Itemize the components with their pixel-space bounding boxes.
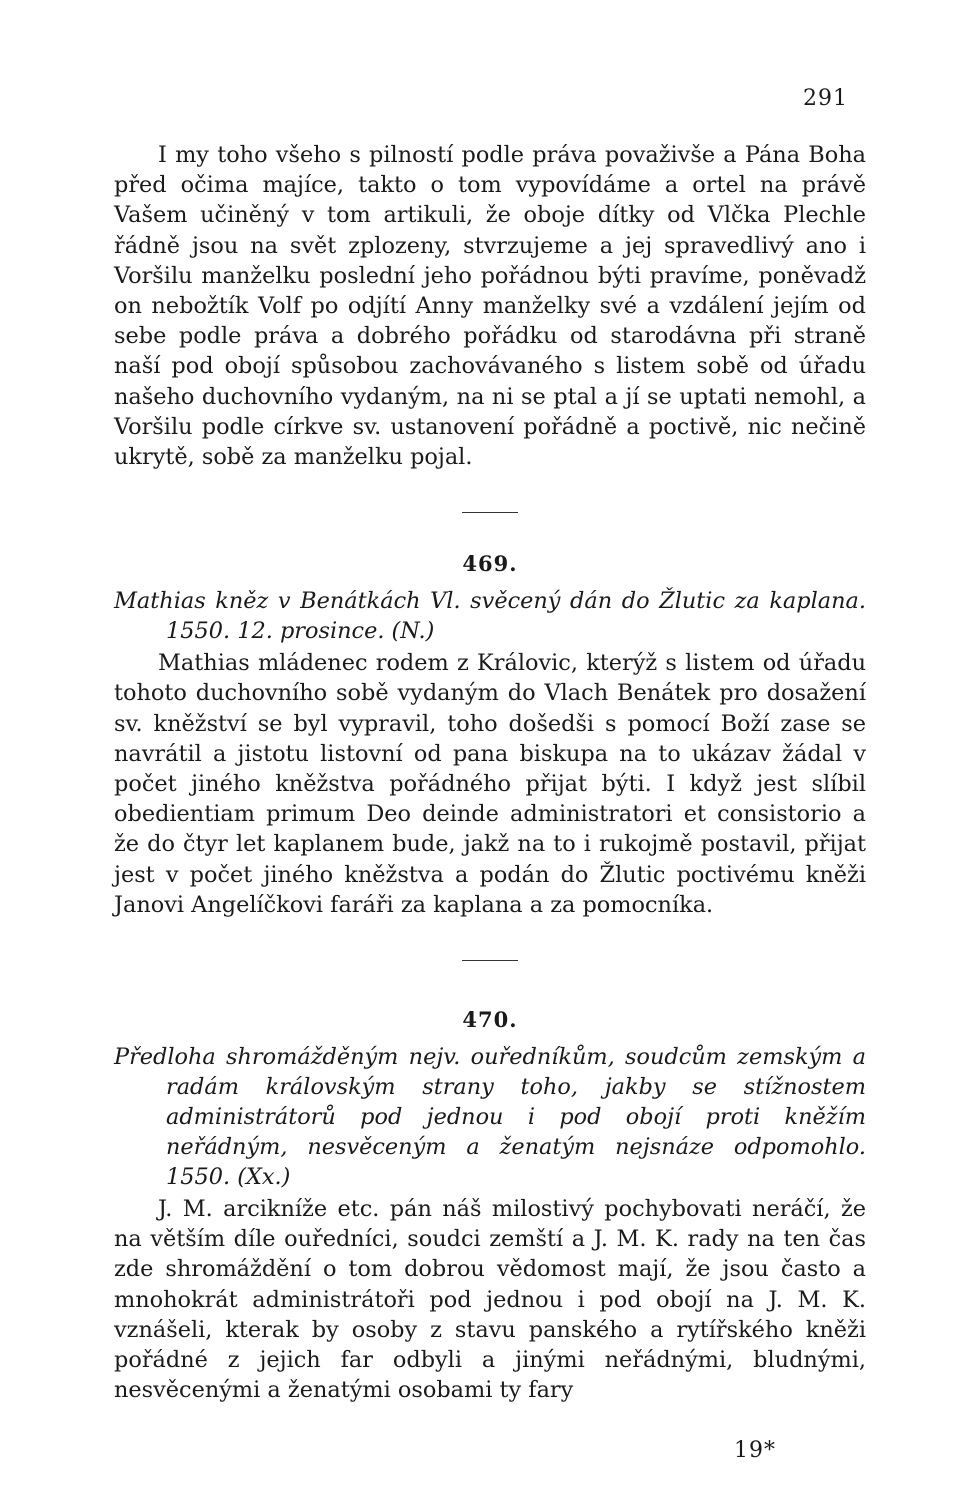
paragraph-judgment: I my toho všeho s pilností podle práva považivše a Pána Boha před očima majíce, takto o tom vypovídáme a ortel na právě Vašem učiněný v tom artikuli, že oboje dítky od Vlčka Plechle řádně jsou na svět zplozeny, stvrzujeme a jej spravedlivý ano i Voršilu manželku poslední jeho pořádnou býti pravíme, poněvadž on nebožtík Volf po odjítí Anny manželky své a vzdálení jejím od sebe podle práva a dobrého pořádku od starodávna při straně naší pod obojí spůsobou zachovávaného s listem sobě od úřadu našeho duchovního vydaným, na ni se ptal a jí se uptati nemohl, a Voršilu podle církve sv. ustanovení pořádně a poctivě, nic nečině ukrytě, sobě za manželku pojal. [114,142,866,471]
page-number: 291 [803,86,848,111]
document-number-470: 470. [462,1007,518,1033]
page-content [114,140,866,1405]
section-divider [462,960,518,961]
document-heading-470: Předloha shromážděným nejv. ouředníkům, soudcům zemským a radám královským strany toho, jakby se stížnostem administrátorů pod jednou i pod obojí proti kněžím neřádným, nesvěceným a ženatým nejsnáze odpomohlo. 1550. (Xx.) [114,1044,866,1191]
document-body-469: Mathias mládenec rodem z Královic, kterýž s listem od úřadu tohoto duchovního sobě vydaným do Vlach Benátek pro dosažení sv. kněžství se byl vypravil, toho došedši s pomocí Boží zase se navrátil a jistotu listovní od pana biskupa na to ukázav žádal v počet jiného kněžstva pořádného přijat býti. I když jest slíbil obedientiam primum Deo deinde administratori et consistorio a že do čtyr let kaplanem bude, jakž na to i rukojmě postavil, přijat jest v počet jiného kněžstva a podán do Žlutic poctivému kněži Janovi Angelíčkovi faráři za kaplana a za pomocníka. [114,650,866,918]
document-heading-469: Mathias kněz v Benátkách Vl. svěcený dán do Žlutic za kaplana. 1550. 12. prosince. (N.) [114,588,866,645]
signature-mark: 19* [734,1438,776,1463]
document-number-469: 469. [462,551,518,577]
section-divider [462,512,518,513]
document-body-470: J. M. arcikníže etc. pán náš milostivý pochybovati neráčí, že na větším díle ouředníci, soudci zemští a J. M. K. rady na ten čas zde shromáždění o tom dobrou vědomost mají, že jsou často a mnohokrát administrátoři pod jednou i pod obojí na J. M. K. vznášeli, kterak by osoby z stavu panského a rytířského kněži pořádné z jejich far odbyli a jinými neřádnými, bludnými, nesvěcenými a ženatými osobami ty fary [114,1196,866,1404]
